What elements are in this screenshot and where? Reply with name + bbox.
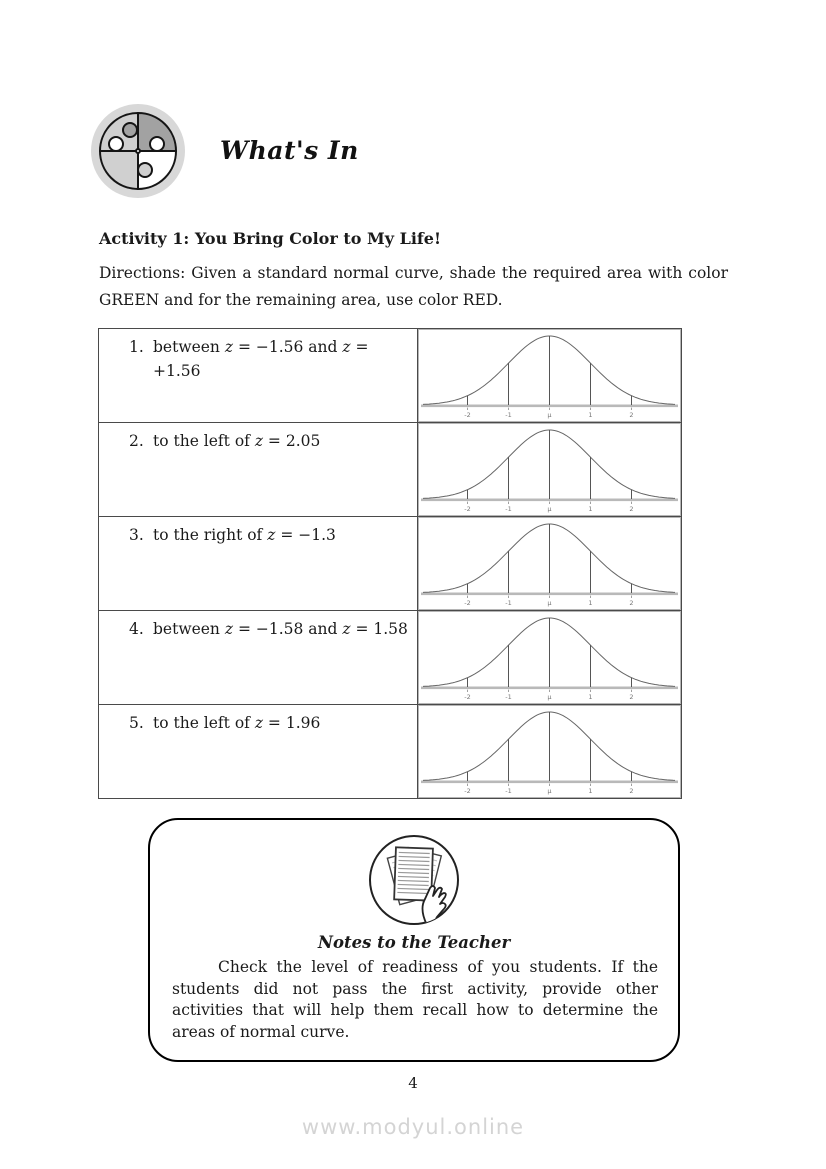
svg-text:1: 1: [588, 693, 593, 701]
svg-text:-1: -1: [505, 787, 512, 795]
svg-text:2: 2: [629, 693, 634, 701]
normal-curve-svg: [419, 330, 680, 421]
table-row: [99, 705, 682, 799]
svg-text:1: 1: [588, 599, 593, 607]
normal-curve-svg: [419, 612, 680, 703]
svg-text:2: 2: [629, 787, 634, 795]
task-line: +1.56: [153, 362, 201, 380]
normal-curve-svg: [419, 424, 680, 515]
svg-text:2: 2: [629, 505, 634, 513]
page-title: What's In: [220, 136, 359, 165]
svg-text:2: 2: [629, 599, 634, 607]
task-text: [153, 335, 413, 383]
svg-text:μ: μ: [547, 505, 552, 513]
normal-curve-figure: [418, 705, 681, 798]
svg-text:μ: μ: [547, 693, 552, 701]
notes-title: Notes to the Teacher: [317, 933, 511, 952]
svg-text:-1: -1: [505, 411, 512, 419]
normal-curve-figure: [418, 611, 681, 704]
svg-text:μ: μ: [547, 599, 552, 607]
task-cell: [99, 329, 418, 423]
task-line: between z = −1.58 and z = 1.58: [153, 620, 408, 638]
task-line: between z = −1.56 and z =: [153, 338, 369, 356]
activity-heading: Activity 1: You Bring Color to My Life!: [99, 229, 441, 248]
task-cell: [99, 705, 418, 799]
task-number: 2.: [129, 432, 144, 450]
curve-cell: [418, 423, 682, 517]
task-text: [153, 617, 413, 641]
svg-text:-2: -2: [464, 599, 471, 607]
directions-text: Directions: Given a standard normal curve, shade the required area with color GREEN and for the remaining area, use color RED.: [99, 264, 728, 309]
curve-cell: [418, 517, 682, 611]
curve-cell: [418, 705, 682, 799]
task-cell: [99, 423, 418, 517]
notes-to-teacher-box: [148, 818, 680, 1062]
task-cell: [99, 611, 418, 705]
task-text: [153, 429, 413, 453]
svg-text:-1: -1: [505, 693, 512, 701]
task-line: to the left of z = 1.96: [153, 714, 321, 732]
table-row: [99, 423, 682, 517]
curve-cell: [418, 329, 682, 423]
svg-text:-2: -2: [464, 693, 471, 701]
task-cell: [99, 517, 418, 611]
task-number: 1.: [129, 338, 144, 356]
puzzle-icon: [90, 103, 186, 199]
svg-text:1: 1: [588, 505, 593, 513]
task-number: 5.: [129, 714, 144, 732]
page-number: 4: [408, 1074, 418, 1092]
task-text: [153, 523, 413, 547]
table-row: [99, 517, 682, 611]
task-text: [153, 711, 413, 735]
normal-curve-svg: [419, 706, 680, 797]
svg-text:-2: -2: [464, 411, 471, 419]
hand-holding-papers-icon: [367, 833, 461, 927]
svg-text:-1: -1: [505, 505, 512, 513]
table-row: [99, 611, 682, 705]
normal-curve-figure: [418, 517, 681, 610]
table-row: [99, 329, 682, 423]
task-line: to the right of z = −1.3: [153, 526, 336, 544]
task-number: 3.: [129, 526, 144, 544]
svg-text:1: 1: [588, 411, 593, 419]
svg-text:-2: -2: [464, 505, 471, 513]
activity-table-body: [99, 329, 682, 799]
activity-table: [98, 328, 682, 799]
notes-body: Check the level of readiness of you students. If the students did not pass the first activity, provide other activities that will help them recall how to determine the areas of normal curve.: [172, 958, 658, 1041]
svg-text:-2: -2: [464, 787, 471, 795]
task-line: to the left of z = 2.05: [153, 432, 321, 450]
svg-text:μ: μ: [547, 411, 552, 419]
svg-text:1: 1: [588, 787, 593, 795]
svg-text:-1: -1: [505, 599, 512, 607]
curve-cell: [418, 611, 682, 705]
watermark-text: www.modyul.online: [301, 1115, 525, 1139]
normal-curve-svg: [419, 518, 680, 609]
normal-curve-figure: [418, 329, 681, 422]
svg-text:μ: μ: [547, 787, 552, 795]
task-number: 4.: [129, 620, 144, 638]
normal-curve-figure: [418, 423, 681, 516]
svg-text:2: 2: [629, 411, 634, 419]
